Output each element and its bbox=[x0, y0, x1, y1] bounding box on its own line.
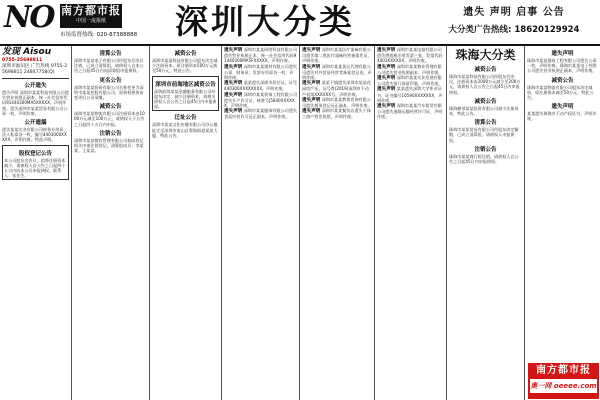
column-5 bbox=[300, 46, 375, 400]
notice-body: 深圳市某某物流有限公司注册资本由1000万元减至100万元，请债权人于公告之日起四十五日内申报。 bbox=[74, 111, 145, 127]
notice-body bbox=[302, 64, 372, 81]
notice-body: 遗失某某实业有限公司财务专用章、法人私章各一枚，编号4403000XXXXX，声明作废。特此声明。 bbox=[2, 127, 68, 143]
notice-tag: 遗失声明 bbox=[224, 109, 243, 115]
notice-heading: 减资公告 bbox=[174, 51, 197, 57]
column-7 bbox=[447, 46, 525, 400]
notice-body bbox=[302, 80, 372, 97]
contact-lines: 深圳市福田区 广告热线 0755-25698811 24847758(Q) bbox=[2, 64, 68, 75]
notice-body: 珠海市某某商行拟注销，请债权人自公告之日起45日内申报债权。 bbox=[449, 153, 519, 165]
notice-tag: 遗失声明 bbox=[377, 104, 396, 110]
notice-text: 深圳市某某货运代理有限公司遗失对外贸易经营者备案登记表，声明作废。 bbox=[302, 63, 372, 81]
notice-body bbox=[224, 80, 297, 91]
notice-text: 深圳市某某建材有限公司遗失公章、财务章、发票专用章各一枚，声明作废。 bbox=[224, 63, 297, 81]
notice bbox=[74, 102, 147, 127]
notice-tag: 遗失声明 bbox=[377, 87, 396, 93]
notice-body bbox=[377, 86, 444, 103]
notice-tag: 遗失声明 bbox=[302, 97, 321, 103]
column-4 bbox=[222, 46, 300, 400]
notice-text: 深圳市某某服饰有限公司遗失食品经营许可证正副本，声明作废。 bbox=[224, 108, 297, 120]
notice-text: 深圳市某某餐饮店遗失个体工商户营业执照，声明作废。 bbox=[302, 108, 371, 120]
notice bbox=[302, 108, 372, 119]
notice bbox=[74, 129, 147, 154]
notice-body: 深圳市某某文化传播有限公司办公地址迁至深圳市南山区粤海街道某某大厦，特此公告。 bbox=[152, 122, 218, 138]
notice bbox=[224, 47, 297, 64]
notice-body bbox=[377, 75, 444, 86]
notice-body bbox=[377, 47, 444, 64]
notice-body: 本公司股东会决议，拟将注册资本减少，请债权人自公告之日起四十五日内向本公司申报债权。联系人：张先生。 bbox=[4, 157, 66, 179]
newspaper-name: 南方都市报 bbox=[61, 4, 121, 17]
notice bbox=[377, 47, 444, 64]
notice bbox=[527, 49, 598, 74]
notice-body: 珠海市某某物流有限公司股东决定减资，原注册资本减至50万元，特此公告。 bbox=[527, 84, 594, 101]
notice-heading: 减资公告 bbox=[551, 77, 574, 84]
notice bbox=[224, 80, 297, 91]
notice-body: 遗失声明 深圳市某某科技有限公司遗失营业执照正副本，统一社会信用代码91440300MA5XXXXX，声明作废。遗失深圳市某某贸易有限公司公章一枚，声明作废。 bbox=[2, 90, 69, 116]
notice-body bbox=[377, 103, 444, 120]
notice-body bbox=[224, 47, 297, 64]
notice bbox=[527, 102, 598, 121]
notice-tag: 遗失声明 bbox=[377, 76, 396, 82]
notice bbox=[302, 64, 372, 81]
notice bbox=[377, 86, 444, 103]
badge-site: 奥一网 oeeee.com bbox=[530, 379, 597, 393]
contact-box bbox=[2, 47, 69, 79]
badge-newspaper-name: 南方都市报 bbox=[536, 365, 591, 376]
notice bbox=[2, 118, 69, 143]
contact-phone: 0755-25698811 bbox=[2, 58, 43, 63]
notice-text: 深圳市某某网络科技有限公司遗失营业执照正本，统一社会信用代码91440300MA5FXXXXX，声明作废。 bbox=[224, 47, 297, 64]
notice bbox=[74, 49, 147, 74]
notice-body bbox=[224, 64, 297, 81]
notice-body: 珠海市某某科技有限公司经股东会决议，注册资本由2000万元减少至200万元，请债权人自公告之日起45日内申报债权。 bbox=[449, 74, 521, 95]
notice-tag: 遗失声明 bbox=[377, 48, 396, 53]
notice bbox=[449, 65, 522, 95]
notice bbox=[377, 64, 444, 75]
notice-text: 深圳市某某物业管理有限公司遗失营业执照副本，声明作废。 bbox=[377, 63, 443, 75]
notice-text: 深圳市某某汽车租赁有限公司遗失道路运输经营许可证，声明作废。 bbox=[377, 103, 443, 120]
notice-text: 某某不慎遗失深圳市某某花园房产证，证号粤(2019)深圳市不动产权第XXXXXX号，声明作废。 bbox=[302, 80, 371, 97]
notice-text: 深圳市某某实业发展有限公司遗失银行预留印鉴，声明作废。 bbox=[377, 75, 443, 87]
notice-heading: 深圳市前海地区减资公告 bbox=[155, 81, 216, 88]
notice-tag: 遗失声明 bbox=[302, 81, 321, 87]
notice-heading: 遗失声明 bbox=[551, 104, 574, 111]
notice-body bbox=[302, 108, 372, 119]
notice-body: 深圳市某某电子有限公司经股东会决议注销，已成立清算组，请债权人自本公告之日起45日内向清算组申报债权。 bbox=[74, 58, 144, 74]
notice-body: 深圳市某某投资有限公司名称变更为深圳市某某控股有限公司，原债权债务由变更后公司承继。 bbox=[74, 84, 144, 101]
notice-heading: 减资公告 bbox=[474, 98, 497, 105]
notice-body: 珠海市某某建筑工程有限公司遗失公章一枚，声明作废。珠海市某某电子有限公司遗失营业执照正副本，声明作废。 bbox=[527, 58, 597, 74]
notice-heading: 减资公告 bbox=[474, 67, 497, 73]
notice-heading: 注销公告 bbox=[474, 146, 497, 153]
notice-text: 某某遗失深圳市居住证，证号440300XXXXXXXX，声明作废。 bbox=[224, 80, 297, 92]
notice-heading: 公开遗漏 bbox=[24, 120, 47, 127]
notice-tag: 遗失声明 bbox=[224, 92, 243, 98]
notice-tag: 遗失声明 bbox=[224, 48, 243, 53]
notice bbox=[377, 75, 444, 86]
notice-body bbox=[302, 97, 372, 108]
notice-heading: 减资公告 bbox=[99, 104, 122, 111]
notice-body: 深圳前海某某金融服务有限公司经股东决定，减少注册资本，请相关债权人自公告之日起45日内申报债权。 bbox=[154, 88, 217, 110]
aisou-logo: 发现 Aisou bbox=[2, 47, 52, 57]
notice-body: 珠海市某某贸易有限公司经股东决定解散，已成立清算组，请债权人申报债权。 bbox=[449, 127, 519, 143]
notice-heading: 遗失声明 bbox=[551, 51, 574, 57]
column-3 bbox=[150, 46, 222, 400]
notice-text: 深圳市某某装饰工程有限公司遗失开户许可证，核准号J5840XXXXXX，声明作废。 bbox=[224, 91, 297, 109]
notice-heading: 清算公告 bbox=[474, 120, 497, 127]
notice bbox=[449, 145, 522, 164]
notice bbox=[74, 76, 147, 101]
notice-tag: 遗失声明 bbox=[224, 81, 243, 87]
notice bbox=[2, 145, 69, 181]
notice-text: 深圳市某某电器有限公司遗失增值税专用发票三张，发票代码4403XXXXXX，声明作废。 bbox=[377, 47, 443, 64]
notice-body: 某某遗失珠海市不动产权证书，声明作废。 bbox=[527, 111, 597, 122]
notice-heading: 公开遗失 bbox=[24, 83, 47, 89]
notice bbox=[152, 76, 219, 112]
column-1 bbox=[0, 46, 72, 400]
oeeee-watermark-badge bbox=[527, 362, 600, 400]
ad-hotline-block bbox=[430, 6, 598, 37]
notice-body bbox=[302, 47, 372, 64]
notice-body bbox=[224, 92, 297, 109]
notice-text: 深圳市某某教育咨询有限公司遗失税务登记证正副本，声明作废。 bbox=[302, 96, 372, 109]
masthead-header bbox=[0, 0, 600, 46]
column-2 bbox=[72, 46, 150, 400]
notice-tag: 遗失声明 bbox=[302, 64, 321, 70]
supervision-hotline: 市场监督热线: 020-87388888 bbox=[60, 32, 138, 38]
notice bbox=[302, 97, 372, 108]
notice-heading: 更名公告 bbox=[99, 77, 122, 84]
newspaper-nameplate bbox=[60, 4, 122, 28]
newspaper-slogan: 中国一流报纸 bbox=[75, 18, 106, 24]
notice bbox=[152, 49, 219, 74]
notice-text: 某某遗失深圳大学毕业证书，证书编号10590XXXXXXX，声明作废。 bbox=[377, 86, 443, 103]
notice-heading: 注销公告 bbox=[99, 130, 122, 137]
notice bbox=[152, 113, 219, 138]
notice-heading: 迁址公告 bbox=[174, 115, 197, 122]
notice bbox=[449, 97, 522, 116]
notice bbox=[377, 103, 444, 120]
notice bbox=[302, 47, 372, 64]
notice-text: 深圳市某某医疗器械有限公司遗失第二类医疗器械经营备案凭证，声明作废。 bbox=[302, 47, 372, 64]
zhuhai-section-title: 珠海大分类 bbox=[455, 48, 516, 62]
ad-hotline: 大分类广告热线: 18620129924 bbox=[448, 25, 580, 35]
notice bbox=[2, 81, 69, 116]
notice bbox=[224, 64, 297, 81]
notice-heading: 股权登记公告 bbox=[18, 150, 52, 157]
notice-body: 深圳市某某餐饮管理有限公司拟向登记机关申请注销登记，清算组成员：李某某、王某某。 bbox=[74, 137, 144, 154]
notice-tag: 遗失声明 bbox=[224, 64, 243, 70]
notice-tag: 遗失声明 bbox=[302, 48, 321, 53]
page-title: 深圳大分类 bbox=[175, 2, 355, 41]
notice-body: 深圳市某某科技有限公司股东决定减少注册资本，原注册资本500万元减至50万元，特此公告。 bbox=[152, 58, 218, 74]
notice bbox=[224, 108, 297, 119]
notice bbox=[527, 76, 598, 101]
notice-heading: 清算公告 bbox=[99, 51, 122, 57]
notice-tag: 遗失声明 bbox=[302, 109, 321, 115]
notice-body: 珠海横琴某某投资有限公司减少注册资本，特此公告。 bbox=[449, 105, 519, 117]
notice-categories: 遗失 声明 启事 公告 bbox=[463, 7, 565, 18]
notice bbox=[224, 92, 297, 109]
column-8 bbox=[525, 46, 600, 400]
notice-body bbox=[224, 108, 297, 119]
classified-page bbox=[0, 46, 600, 400]
notice bbox=[302, 80, 372, 97]
newspaper-logo-mark: NO bbox=[4, 0, 54, 35]
notice-body bbox=[377, 64, 444, 75]
notice bbox=[449, 118, 522, 143]
column-6 bbox=[375, 46, 447, 400]
notice-tag: 遗失声明 bbox=[377, 64, 396, 70]
